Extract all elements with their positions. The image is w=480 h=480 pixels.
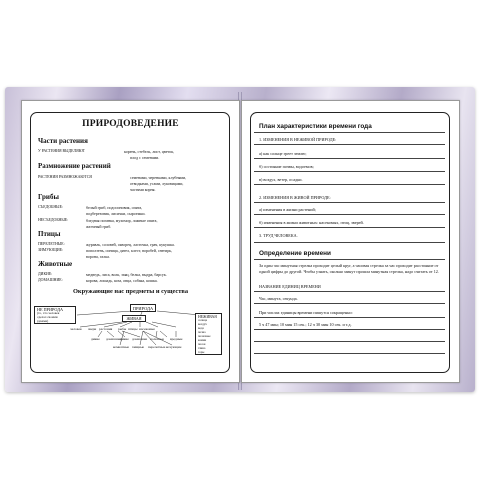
- birds-nomadic: кочующие: [166, 345, 182, 349]
- insects-useful: полезные: [150, 337, 165, 341]
- not-nature-title: НЕ ПРИРОДА: [37, 307, 64, 312]
- time-examples: 5 ч 47 мин; 10 мин 15 сек.; 12 ч 30 мин 10 сек. и т.д.: [259, 322, 352, 327]
- plan-item-1a: а) как солнце греет землю;: [259, 151, 307, 156]
- lifeless-item-3: почва: [198, 330, 206, 335]
- label-wild: ДИКИЕ:: [38, 272, 53, 276]
- lifeless-item-4: полезные: [198, 334, 211, 339]
- time-units: Час, минута, секунда.: [259, 296, 298, 301]
- plan-item-1c: в) воздух, ветер, осадки.: [259, 177, 303, 182]
- alive-item-human: человек: [70, 327, 82, 331]
- text-reproduction-1: семенами, черенками, клубнями,: [130, 175, 187, 180]
- lifeless-item-1: воздух: [198, 322, 207, 327]
- beasts-domestic: домашние: [106, 337, 122, 341]
- time-heading: Определение времени: [259, 250, 331, 257]
- separator-3: [254, 158, 445, 159]
- label-wintering: ЗИМУЮЩИЕ:: [38, 248, 64, 252]
- plants-domestic: домашние: [132, 337, 148, 341]
- plan-item-1b: б) состояние почвы, водоемов;: [259, 164, 314, 169]
- text-reproduction-3: частями корня.: [130, 187, 156, 192]
- insects-harmful: вредные: [170, 337, 183, 341]
- lifeless-item-8: горы: [198, 349, 205, 354]
- separator-9: [254, 242, 445, 243]
- separator-7: [254, 214, 445, 215]
- separator-5: [254, 184, 445, 185]
- alive-item-fish: рыбы: [118, 327, 127, 331]
- time-paragraph: За один час минутная стрелка проходит целый круг, а часовая стрелка за час проходит расстояние от одной цифры до другой. Чтобы узнать, сколько минут прошла минутная стрелка, надо считать от 12.: [259, 263, 439, 274]
- text-inedible-1: бледная поганка, мухомор, ложные опята,: [86, 218, 158, 223]
- lifeless-item-7: глина: [198, 345, 206, 350]
- not-nature-desc-3: руками): [37, 318, 49, 323]
- time-units-title: НАЗВАНИЕ ЕДИНИЦ ВРЕМЕНИ: [259, 284, 321, 289]
- section-heading-mushrooms: Грибы: [38, 193, 59, 201]
- plan-item-1: 1. ИЗМЕНЕНИЯ В НЕЖИВОЙ ПРИРОДЕ:: [259, 137, 337, 142]
- separator-4: [254, 171, 445, 172]
- beasts-wild: дикие: [91, 337, 100, 341]
- plan-item-2a: а) изменения в жизни растений;: [259, 207, 316, 212]
- season-plan-heading: План характеристики времени года: [259, 123, 372, 130]
- alive-box: ЖИВАЯ: [122, 315, 146, 322]
- section-heading-animals: Животные: [38, 260, 73, 268]
- section-heading-reproduction: Размножение растений: [38, 162, 111, 170]
- label-plant-parts: У РАСТЕНИЯ ВЫДЕЛЯЮТ: [38, 149, 86, 153]
- lifeless-box: [195, 313, 222, 355]
- label-domestic: ДОМАШНИЕ:: [38, 278, 63, 282]
- separator-14: [254, 329, 445, 330]
- lifeless-item-0: солнце: [198, 318, 208, 323]
- text-plant-parts-2: плод с семенами.: [130, 155, 160, 160]
- label-inedible: НЕСЪЕДОБНЫЕ:: [38, 218, 69, 222]
- alive-item-beasts: звери: [88, 327, 97, 331]
- birds-migratory: перелетные: [148, 345, 166, 349]
- text-wintering-2: ворона, галка.: [86, 254, 110, 259]
- separator-16: [254, 353, 445, 354]
- label-migratory: ПЕРЕЛЕТНЫЕ:: [38, 242, 65, 246]
- left-page: [21, 100, 240, 383]
- schema-title: Окружающие нас предметы и существа: [72, 288, 189, 295]
- separator-10: [254, 259, 445, 260]
- text-plant-parts-1: корень, стебель, лист, цветок,: [124, 149, 175, 154]
- text-domestic: корова, лошадь, коза, овца, собака, кошка.: [86, 278, 158, 283]
- separator-13: [254, 317, 445, 318]
- section-heading-birds: Птицы: [38, 230, 61, 238]
- text-inedible-2: желчный гриб.: [86, 224, 112, 229]
- text-wintering-1: поползень, синица, дятел, клест, воробей, снегирь,: [86, 248, 173, 253]
- plan-item-3: 3. ТРУД ЧЕЛОВЕКА.: [259, 233, 298, 238]
- page-title: ПРИРОДОВЕДЕНИЕ: [82, 119, 179, 129]
- not-nature-desc-2: сделал своими: [37, 315, 58, 320]
- birds-predatory: хищные: [132, 345, 145, 349]
- text-reproduction-2: отводками, усами, луковицами,: [130, 181, 184, 186]
- text-migratory: журавль, соловей, скворец, ласточка, грач, кукушка.: [86, 242, 175, 247]
- text-edible-1: белый гриб, подосиновик, опята,: [86, 205, 143, 210]
- plants-wild: дикие: [120, 337, 129, 341]
- text-edible-2: подберезовик, лисички, сыроежки.: [86, 211, 146, 216]
- text-wild: медведь, лиса, волк, заяц, белка, выдра, барсук.: [86, 272, 167, 277]
- alive-item-insects: насекомые: [139, 327, 155, 331]
- separator-1: [254, 132, 445, 133]
- lifeless-title: НЕЖИВАЯ: [198, 315, 217, 319]
- label-edible: СЪЕДОБНЫЕ:: [38, 205, 64, 209]
- lifeless-item-2: вода: [198, 326, 204, 331]
- plan-item-2: 2. ИЗМЕНЕНИЯ В ЖИВОЙ ПРИРОДЕ:: [259, 195, 331, 200]
- separator-8: [254, 227, 445, 228]
- alive-item-birds: птицы: [128, 327, 138, 331]
- separator-15: [254, 341, 445, 342]
- lifeless-item-5: камни: [198, 337, 207, 342]
- not-nature-box: [34, 306, 76, 324]
- separator-11: [254, 291, 445, 292]
- separator-12: [254, 303, 445, 304]
- plan-item-2b: б) изменения в жизни животных: насекомых, птиц, зверей.: [259, 220, 364, 225]
- lifeless-item-6: песок: [198, 341, 206, 346]
- right-page: [241, 100, 460, 383]
- time-abbr-rule: При числах единицы времени пишутся сокращенно:: [259, 310, 353, 315]
- separator-2: [254, 144, 445, 145]
- alive-item-plants: растения: [99, 327, 113, 331]
- separator-6: [254, 202, 445, 203]
- section-heading-plant-parts: Части растения: [38, 137, 88, 145]
- nature-box: ПРИРОДА: [130, 304, 156, 312]
- label-reproduction: РАСТЕНИЯ РАЗМНОЖАЮТСЯ: [38, 175, 92, 179]
- plants-indoor: комнатные: [113, 345, 130, 349]
- not-nature-desc-1: (то, что человек: [37, 311, 60, 316]
